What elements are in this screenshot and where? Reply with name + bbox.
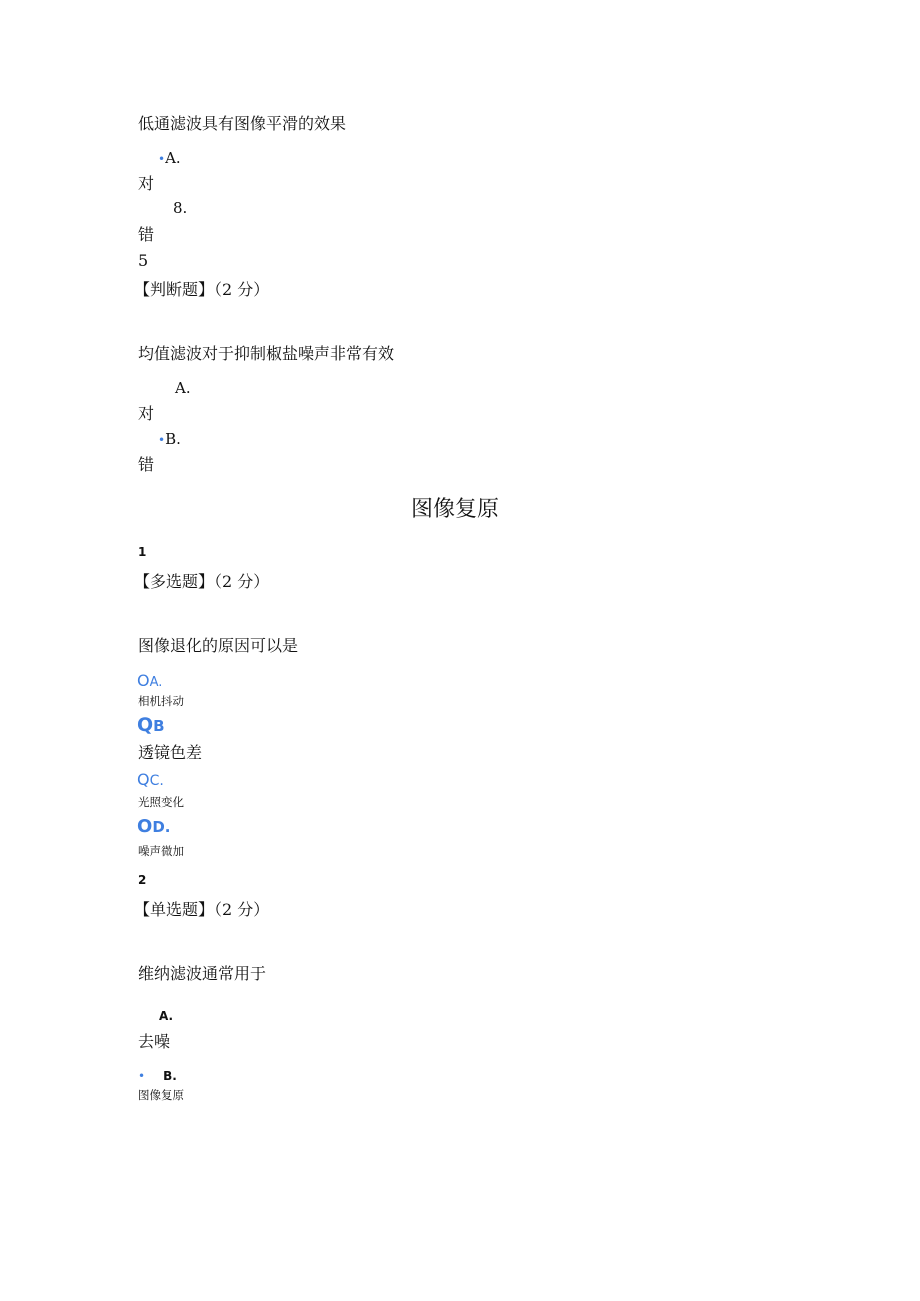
option-b-selected[interactable] [138, 1067, 177, 1083]
option-b-selected[interactable] [158, 431, 181, 447]
option-letter: D. [152, 818, 171, 836]
question-text: 低通滤波具有图像平滑的效果 [138, 114, 347, 133]
radio-circle-icon: Q [137, 770, 150, 789]
selected-bullet-icon: • [158, 152, 166, 166]
question-number: 1 [138, 545, 147, 559]
option-letter: B. [163, 1069, 177, 1083]
option-a[interactable] [137, 673, 162, 689]
option-d[interactable] [137, 818, 170, 836]
option-a[interactable]: A. [159, 1009, 174, 1023]
question-type: 【单选题】（2 分） [134, 900, 270, 919]
option-body: 错 [138, 225, 155, 244]
section-title: 图像复原 [411, 497, 500, 522]
option-letter: B [153, 717, 165, 735]
selected-bullet-icon: • [158, 433, 166, 447]
option-body: 光照变化 [138, 795, 184, 809]
question-text: 均值滤波对于抑制椒盐噪声非常有效 [138, 344, 395, 363]
option-body: 透镜色差 [138, 743, 203, 762]
question-type: 【判断题】（2 分） [134, 280, 270, 299]
option-letter: A. [165, 149, 181, 167]
question-text: 图像退化的原因可以是 [138, 636, 299, 655]
option-body: 对 [138, 174, 155, 193]
option-body: 去噪 [138, 1032, 171, 1051]
option-body: 相机抖动 [138, 694, 184, 708]
question-type: 【多选题】（2 分） [134, 572, 270, 591]
option-a-selected[interactable] [158, 150, 181, 166]
option-b[interactable] [137, 716, 165, 735]
radio-circle-icon: Q [137, 714, 154, 736]
radio-circle-icon: O [137, 816, 153, 837]
option-b[interactable]: 8. [173, 199, 188, 217]
question-number: 2 [138, 873, 147, 887]
question-text: 维纳滤波通常用于 [138, 964, 267, 983]
question-number: 5 [138, 251, 149, 270]
option-letter: C. [149, 773, 164, 789]
option-body: 对 [138, 404, 155, 423]
option-body: 错 [138, 455, 155, 474]
option-body: 噪声微加 [138, 844, 184, 858]
option-letter: B. [165, 430, 181, 448]
option-a[interactable]: A. [175, 379, 191, 397]
option-c[interactable] [137, 772, 164, 788]
option-body: 图像复原 [138, 1088, 184, 1102]
option-letter: A. [149, 675, 163, 690]
selected-bullet-icon: • [138, 1069, 146, 1083]
radio-circle-icon: O [137, 671, 150, 690]
